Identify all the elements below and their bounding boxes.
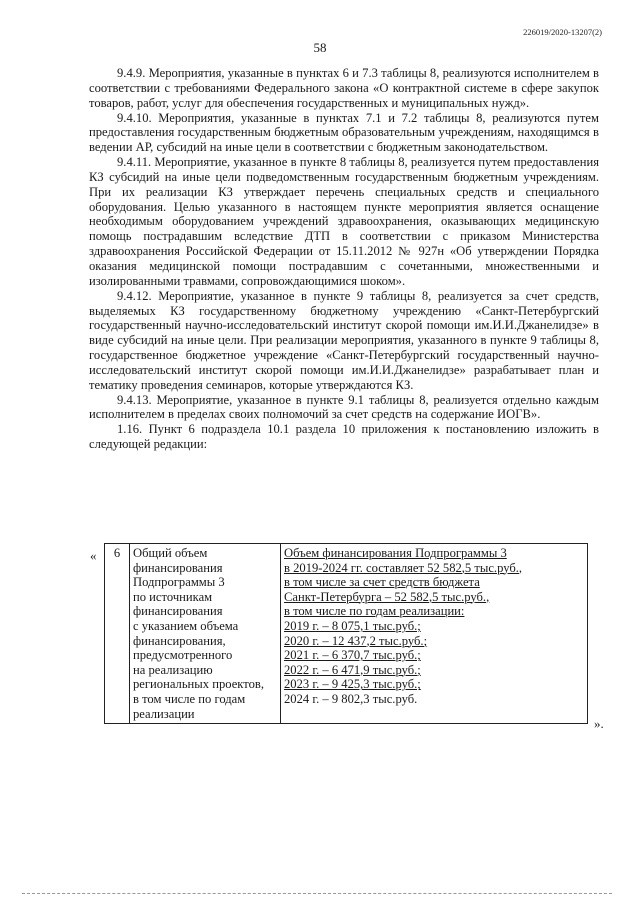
value-line: 2024 г. – 9 802,3 тыс.руб. — [284, 691, 418, 706]
closing-quote: ». — [594, 716, 604, 731]
value-line: в том числе по годам реализации: — [284, 604, 465, 619]
opening-quote: « — [90, 548, 97, 563]
value-line: Санкт-Петербурга – 52 582,5 тыс.руб., — [284, 589, 490, 604]
name-line: Подпрограммы 3 — [133, 575, 225, 590]
value-line: в 2019-2024 гг. составляет 52 582,5 тыс.руб., — [284, 560, 523, 575]
name-line: финансирования, — [133, 633, 226, 648]
financing-table — [104, 543, 588, 724]
name-line: с указанием объема — [133, 618, 239, 633]
value-line: 2020 г. – 12 437,2 тыс.руб.; — [284, 633, 428, 648]
name-line: финансирования — [133, 560, 223, 575]
paragraph-9-4-9: 9.4.9. Мероприятия, указанные в пунктах 6 и 7.3 таблицы 8, реализуются исполнителем в соответствии с требованиями Федерального закона «О контрактной системе в сфере закупок товаров, работ, услуг для обеспечения государственных и муниципальных нужд». — [89, 66, 599, 110]
page-number: 58 — [313, 40, 327, 55]
paragraph-9-4-10: 9.4.10. Мероприятия, указанные в пунктах 7.1 и 7.2 таблицы 8, реализуются путем предоставления государственным бюджетным образовательным учреждениям, находящимся в ведении АР, субсидий на иные цели в соответствии с бюджетным законодательством. — [89, 110, 599, 155]
paragraph-9-4-13: 9.4.13. Мероприятие, указанное в пункте 9.1 таблицы 8, реализуется отдельно каждым исполнителем в пределах своих полномочий за счет средств на содержание ИОГВ». — [89, 392, 599, 422]
bottom-scan-edge — [22, 893, 612, 894]
paragraph-1-16: 1.16. Пункт 6 подраздела 10.1 раздела 10 приложения к постановлению изложить в следующей редакции: — [89, 422, 599, 452]
value-line: в том числе за счет средств бюджета — [284, 575, 480, 590]
name-line: в том числе по годам — [133, 691, 246, 706]
name-line: по источникам — [133, 589, 213, 604]
value-line: 2021 г. – 6 370,7 тыс.руб.; — [284, 648, 421, 663]
value-line: 2022 г. – 6 471,9 тыс.руб.; — [284, 662, 421, 677]
row-number-cell: 6 — [105, 544, 130, 724]
paragraph-9-4-12: 9.4.12. Мероприятие, указанное в пункте 9 таблицы 8, реализуется за счет средств, выделяемых КЗ государственному бюджетному учреждению «Санкт-Петербургский государственный научно-исследовательский институт скорой помощи им.И.И.Джанелидзе» в виде субсидий на иные цели. При реализации мероприятия, указанного в пункте 9 таблицы 8, государственное бюджетное учреждение «Санкт-Петербургский государственный научно-исследовательский институт скорой помощи им.И.И.Джанелидзе» разрабатывает план и тематику проведения семинаров, которые утверждаются КЗ. — [89, 288, 599, 392]
document-registration-number: 226019/2020-13207(2) — [523, 27, 602, 37]
paragraph-9-4-11: 9.4.11. Мероприятие, указанное в пункте 8 таблицы 8, реализуется путем предоставления КЗ субсидий на иные цели подведомственным государственным бюджетным учреждениям. При их реализации КЗ утверждает перечень специальных средств и специального оборудования. Целью указанного в настоящем пункте мероприятия является оснащение необходимым оборудованием учреждений здравоохранения, оказывающих медицинскую помощь пострадавшим вследствие ДТП в соответствии с приказом Министерства здравоохранения Российской Федерации от 15.11.2012 № 927н «Об утверждении Порядка оказания медицинской помощи пострадавшим с сочетанными, множественными и изолированными травмами, сопровождающимися шоком». — [89, 155, 599, 288]
name-line: на реализацию — [133, 662, 213, 677]
value-line: 2023 г. – 9 425,3 тыс.руб.; — [284, 677, 421, 692]
name-line: Общий объем — [133, 546, 208, 560]
document-body — [89, 66, 599, 452]
indicator-name-cell — [130, 544, 281, 724]
name-line: предусмотренного — [133, 648, 233, 663]
value-line: 2019 г. – 8 075,1 тыс.руб.; — [284, 618, 421, 633]
indicator-value-cell — [281, 544, 588, 724]
value-line: Объем финансирования Подпрограммы 3 — [284, 546, 507, 560]
name-line: финансирования — [133, 604, 223, 619]
name-line: реализации — [133, 706, 195, 721]
name-line: региональных проектов, — [133, 677, 264, 692]
table-row — [105, 544, 588, 724]
